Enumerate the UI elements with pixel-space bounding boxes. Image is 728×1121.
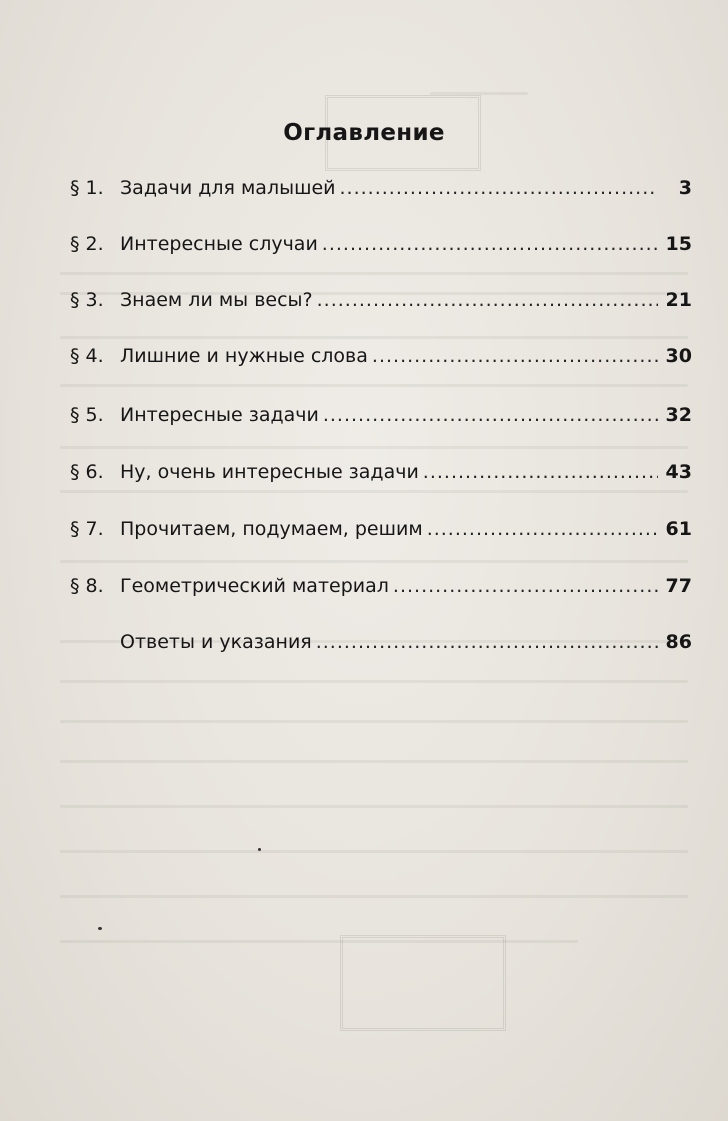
toc-entry-label: Знаем ли мы весы?	[120, 289, 313, 311]
toc-dot-leader	[340, 177, 658, 199]
toc-entry-number: § 7.	[70, 518, 104, 540]
toc-entry-number: § 5.	[70, 404, 104, 426]
toc-entry-label: Лишние и нужные слова	[120, 345, 368, 367]
toc-entry	[70, 404, 692, 434]
bleed-line	[60, 760, 688, 763]
toc-entry-number: § 3.	[70, 289, 104, 311]
toc-entry	[70, 233, 692, 263]
toc-title: Оглавление	[283, 120, 445, 146]
toc-entry-label: Задачи для малышей	[120, 177, 336, 199]
toc-entry-label: Прочитаем, подумаем, решим	[120, 518, 423, 540]
library-stamp-shadow	[340, 935, 506, 1031]
toc-entry-label: Интересные задачи	[120, 404, 319, 426]
toc-entry-label: Ответы и указания	[120, 631, 312, 653]
toc-entry-page: 86	[665, 631, 692, 653]
bleed-line	[60, 720, 688, 723]
toc-entry-page: 21	[665, 289, 692, 311]
bleed-line	[60, 895, 688, 898]
toc-entry	[70, 461, 692, 491]
bleed-line	[60, 805, 688, 808]
toc-dot-leader	[372, 345, 658, 367]
ink-speck	[98, 927, 102, 930]
toc-dot-leader	[323, 404, 658, 426]
bleed-line	[60, 272, 688, 275]
bleed-line	[60, 850, 688, 853]
toc-entry-page: 30	[665, 345, 692, 367]
toc-entry-number: § 4.	[70, 345, 104, 367]
toc-entry	[70, 631, 692, 661]
toc-dot-leader	[316, 631, 658, 653]
toc-entry-page: 43	[665, 461, 692, 483]
toc-entry	[70, 575, 692, 605]
toc-entry-label: Ну, очень интересные задачи	[120, 461, 419, 483]
toc-dot-leader	[322, 233, 658, 255]
toc-dot-leader	[393, 575, 658, 597]
bleed-line	[60, 560, 688, 563]
bleed-line	[60, 384, 688, 387]
bleed-line	[60, 680, 688, 683]
toc-entry	[70, 345, 692, 375]
toc-entry	[70, 289, 692, 319]
toc-entry	[70, 518, 692, 548]
bleed-line	[60, 446, 688, 449]
ink-speck	[258, 848, 261, 851]
bleed-line	[60, 336, 688, 339]
toc-entry-page: 61	[665, 518, 692, 540]
toc-entry-page: 3	[678, 177, 692, 199]
toc-entry-page: 15	[665, 233, 692, 255]
toc-entry-number: § 6.	[70, 461, 104, 483]
toc-entry-label: Геометрический материал	[120, 575, 389, 597]
toc-dot-leader	[317, 289, 658, 311]
toc-entry-number: § 2.	[70, 233, 104, 255]
toc-entry	[70, 177, 692, 207]
toc-entry-number: § 1.	[70, 177, 104, 199]
toc-dot-leader	[423, 461, 658, 483]
toc-entry-label: Интересные случаи	[120, 233, 318, 255]
toc-entry-page: 32	[665, 404, 692, 426]
toc-dot-leader	[427, 518, 658, 540]
toc-entry-page: 77	[665, 575, 692, 597]
toc-entry-number: § 8.	[70, 575, 104, 597]
